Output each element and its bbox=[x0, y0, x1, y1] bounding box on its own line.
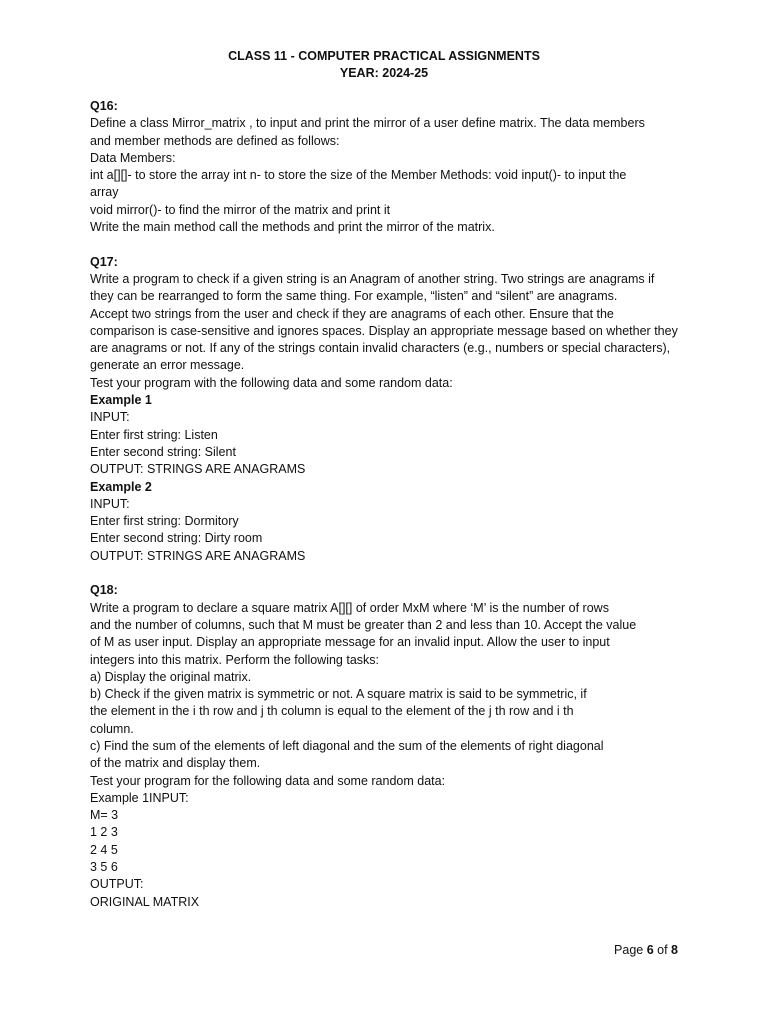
example-2-line: OUTPUT: STRINGS ARE ANAGRAMS bbox=[90, 548, 306, 563]
question-18-line: M= 3 bbox=[90, 808, 119, 823]
question-17-line: Test your program with the following data and some random data: bbox=[90, 375, 453, 390]
question-18-line: b) Check if the given matrix is symmetric or not. A square matrix is said to be symmetric, if bbox=[90, 687, 587, 702]
question-16 bbox=[90, 98, 690, 236]
question-16-line: void mirror()- to find the mirror of the matrix and print it bbox=[90, 202, 391, 217]
example-1-label: Example 1 bbox=[90, 393, 152, 408]
question-18-line: 3 5 6 bbox=[90, 860, 118, 875]
question-18-line: integers into this matrix. Perform the following tasks: bbox=[90, 652, 380, 667]
question-16-line: int a[][]- to store the array int n- to store the size of the Member Methods: void input()- to input the bbox=[90, 168, 627, 183]
question-17-line: Write a program to check if a given string is an Anagram of another string. Two strings are anagrams if bbox=[90, 271, 655, 286]
paragraph-spacer bbox=[90, 565, 690, 582]
question-18-line: and the number of columns, such that M must be greater than 2 and less than 10. Accept the value bbox=[90, 617, 637, 632]
document-year: YEAR: 2024-25 bbox=[339, 66, 429, 80]
example-2-line: INPUT: bbox=[90, 496, 130, 511]
question-18-line: the element in the i th row and j th column is equal to the element of the j th row and i th bbox=[90, 704, 574, 719]
example-1-line: INPUT: bbox=[90, 410, 130, 425]
question-18-line: Test your program for the following data and some random data: bbox=[90, 773, 446, 788]
question-18-line: of the matrix and display them. bbox=[90, 756, 261, 771]
example-1-line: Enter first string: Listen bbox=[90, 427, 218, 442]
question-18-line: column. bbox=[90, 721, 134, 736]
question-16-line: Data Members: bbox=[90, 150, 176, 165]
example-2-line: Enter second string: Dirty room bbox=[90, 531, 263, 546]
question-18-line: ORIGINAL MATRIX bbox=[90, 894, 200, 909]
example-1-line: OUTPUT: STRINGS ARE ANAGRAMS bbox=[90, 462, 306, 477]
example-2-line: Enter first string: Dormitory bbox=[90, 514, 239, 529]
question-16-line: array bbox=[90, 185, 119, 200]
question-18-line: Write a program to declare a square matrix A[][] of order MxM where ‘M’ is the number of rows bbox=[90, 600, 609, 615]
document-title: CLASS 11 - COMPUTER PRACTICAL ASSIGNMENTS bbox=[228, 49, 540, 63]
document-body bbox=[90, 98, 690, 911]
question-18-line: 1 2 3 bbox=[90, 825, 118, 840]
document-header bbox=[0, 48, 768, 82]
question-18 bbox=[90, 582, 690, 911]
page-number bbox=[560, 942, 678, 959]
paragraph-spacer bbox=[90, 236, 690, 253]
current-page: 6 bbox=[646, 943, 654, 957]
question-18-line: c) Find the sum of the elements of left diagonal and the sum of the elements of right diagonal bbox=[90, 738, 604, 753]
question-16-heading: Q16: bbox=[90, 99, 118, 113]
question-17-line: generate an error message. bbox=[90, 358, 245, 373]
question-18-line: OUTPUT: bbox=[90, 877, 144, 892]
page-word: Page bbox=[614, 943, 647, 957]
question-17-line: are anagrams or not. If any of the strings contain invalid characters (e.g., numbers or special characters), bbox=[90, 341, 671, 356]
question-18-line: of M as user input. Display an appropriate message for an invalid input. Allow the user to input bbox=[90, 635, 610, 650]
total-pages: 8 bbox=[671, 943, 678, 957]
question-18-line: a) Display the original matrix. bbox=[90, 669, 252, 684]
example-1-line: Enter second string: Silent bbox=[90, 444, 236, 459]
question-17-heading: Q17: bbox=[90, 254, 118, 269]
question-16-line: Write the main method call the methods and print the mirror of the matrix. bbox=[90, 220, 495, 235]
question-17-line: they can be rearranged to form the same thing. For example, “listen” and “silent” are anagrams. bbox=[90, 289, 618, 304]
example-2-label: Example 2 bbox=[90, 479, 152, 494]
question-18-line: 2 4 5 bbox=[90, 842, 118, 857]
question-16-line: Define a class Mirror_matrix , to input and print the mirror of a user define matrix. The data members bbox=[90, 116, 645, 131]
question-17-line: Accept two strings from the user and check if they are anagrams of each other. Ensure that the bbox=[90, 306, 614, 321]
of-word: of bbox=[653, 943, 672, 957]
question-18-heading: Q18: bbox=[90, 583, 118, 598]
question-17-line: comparison is case-sensitive and ignores spaces. Display an appropriate message based on whether they bbox=[90, 323, 678, 338]
question-18-line: Example 1INPUT: bbox=[90, 790, 189, 805]
question-17 bbox=[90, 254, 690, 565]
question-16-line: and member methods are defined as follows: bbox=[90, 133, 340, 148]
